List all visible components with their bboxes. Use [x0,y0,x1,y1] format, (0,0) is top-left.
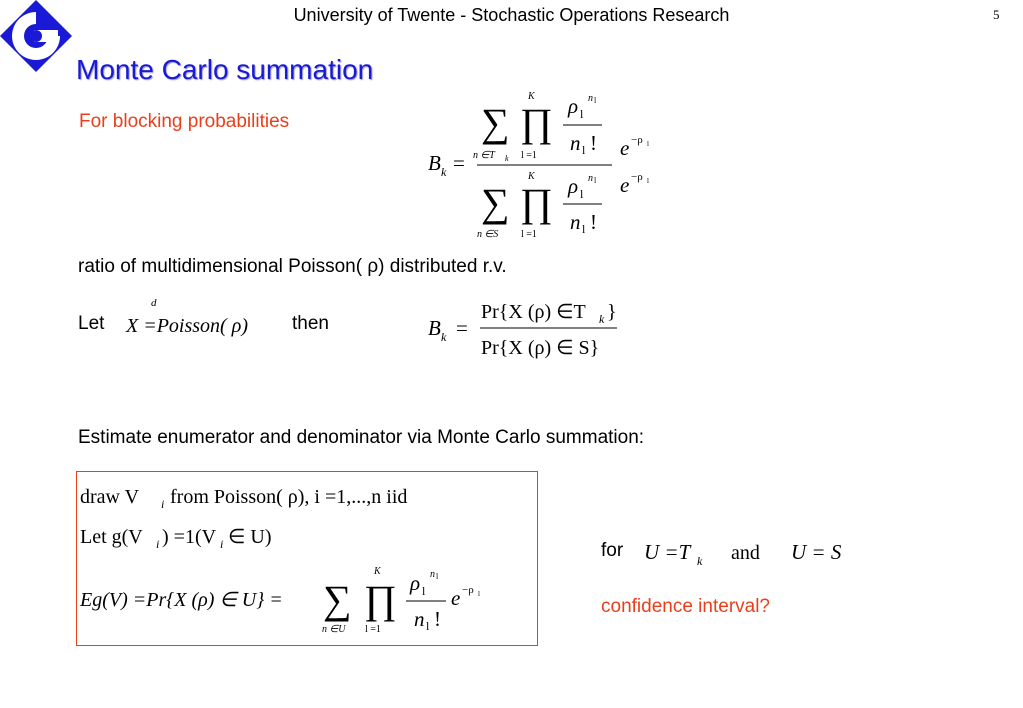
svg-text:n: n [570,131,581,155]
svg-text:∑: ∑ [481,180,510,225]
svg-text:l: l [594,176,597,185]
svg-text:k: k [697,554,703,568]
svg-text:ρ: ρ [568,94,579,118]
svg-text:K: K [528,171,535,182]
bk-symbol: B [428,151,441,175]
svg-text:Pr{X (ρ) ∈ S}: Pr{X (ρ) ∈ S} [481,337,600,359]
svg-text:X =Poisson( ρ): X =Poisson( ρ) [126,315,248,337]
svg-text:) =1(V: ) =1(V [162,526,217,548]
svg-text:n: n [588,93,593,104]
monte-carlo-formulas [78,473,536,643]
svg-text:i: i [220,537,224,551]
svg-text:k: k [505,154,509,163]
svg-text:l =1: l =1 [521,229,537,240]
svg-text:l =1: l =1 [365,624,381,635]
probability-ratio-formula [420,290,640,365]
header-title: University of Twente - Stochastic Operations Research [293,5,730,25]
confidence-question: confidence interval? [601,596,770,617]
svg-text:from Poisson( ρ), i =1,..: from Poisson( ρ), i =1,...,n iid [170,486,408,508]
svg-text:k: k [441,330,447,344]
svg-text:n ∈U: n ∈U [322,624,346,635]
svg-text:l: l [436,572,439,581]
svg-text:ρ: ρ [410,571,421,595]
svg-text:Pr{X (ρ) ∈T: Pr{X (ρ) ∈T [481,301,586,323]
svg-text:n ∈T: n ∈T [473,150,495,161]
svg-text:n: n [588,173,593,184]
svg-text:!: ! [434,607,441,631]
poisson-definition-formula [120,292,290,342]
svg-text:∑: ∑ [323,577,352,622]
svg-text:k: k [441,165,447,179]
svg-text:e: e [620,173,630,197]
svg-text:l: l [582,222,586,236]
svg-text:B: B [428,316,441,340]
svg-text:i: i [156,537,160,551]
svg-text:−ρ: −ρ [631,171,643,183]
svg-text:l =1: l =1 [521,150,537,161]
svg-text:n: n [430,569,435,580]
ratio-text: ratio of multidimensional Poisson( ρ) distributed r.v. [78,256,507,277]
page-number: 5 [993,7,1000,22]
svg-text:l: l [580,187,584,201]
sum-sign: ∑ [481,100,510,145]
svg-text:n ∈S: n ∈S [477,229,499,240]
indicator-line: Let g(V [80,526,143,548]
then-label: then [292,313,329,334]
svg-text:k: k [599,312,605,326]
svg-text:i: i [161,497,165,511]
svg-text:d: d [151,297,157,309]
estimate-text: Estimate enumerator and denominator via Monte Carlo summation: [78,427,645,448]
svg-text:l: l [422,584,426,598]
svg-text:=: = [456,316,468,340]
expectation-line: Eg(V) =Pr{X (ρ) ∈ U} = [80,589,283,611]
svg-text:l: l [647,140,649,148]
svg-text:ρ: ρ [568,174,579,198]
svg-text:l: l [647,177,649,185]
svg-text:!: ! [590,131,597,155]
slide-subtitle: For blocking probabilities [79,111,290,132]
svg-text:l: l [478,590,480,598]
blocking-probability-formula [420,88,680,248]
svg-text:K: K [374,566,381,577]
svg-text:!: ! [590,210,597,234]
svg-text:−ρ: −ρ [631,134,643,146]
svg-text:l: l [594,96,597,105]
svg-text:l: l [580,107,584,121]
u-choice-formula [640,532,870,572]
svg-text:l: l [426,619,430,633]
svg-text:n: n [570,210,581,234]
svg-text:∈ U): ∈ U) [228,526,272,548]
let-label: Let [78,313,105,334]
product-sign: ∏ [520,100,553,145]
svg-text:e: e [620,136,630,160]
svg-text:n: n [414,607,425,631]
svg-text:}: } [607,301,617,323]
svg-text:e: e [451,586,461,610]
svg-text:U = S: U = S [791,540,842,564]
draw-line: draw V [80,486,140,508]
svg-text:∏: ∏ [364,577,397,622]
svg-text:and: and [731,542,760,564]
svg-text:l: l [582,143,586,157]
svg-text:=: = [453,151,465,175]
svg-text:∏: ∏ [520,180,553,225]
svg-text:U =T: U =T [644,540,691,564]
for-label: for [601,540,624,561]
svg-text:K: K [528,91,535,102]
svg-text:−ρ: −ρ [462,584,474,596]
slide-title: Monte Carlo summation [76,54,374,85]
